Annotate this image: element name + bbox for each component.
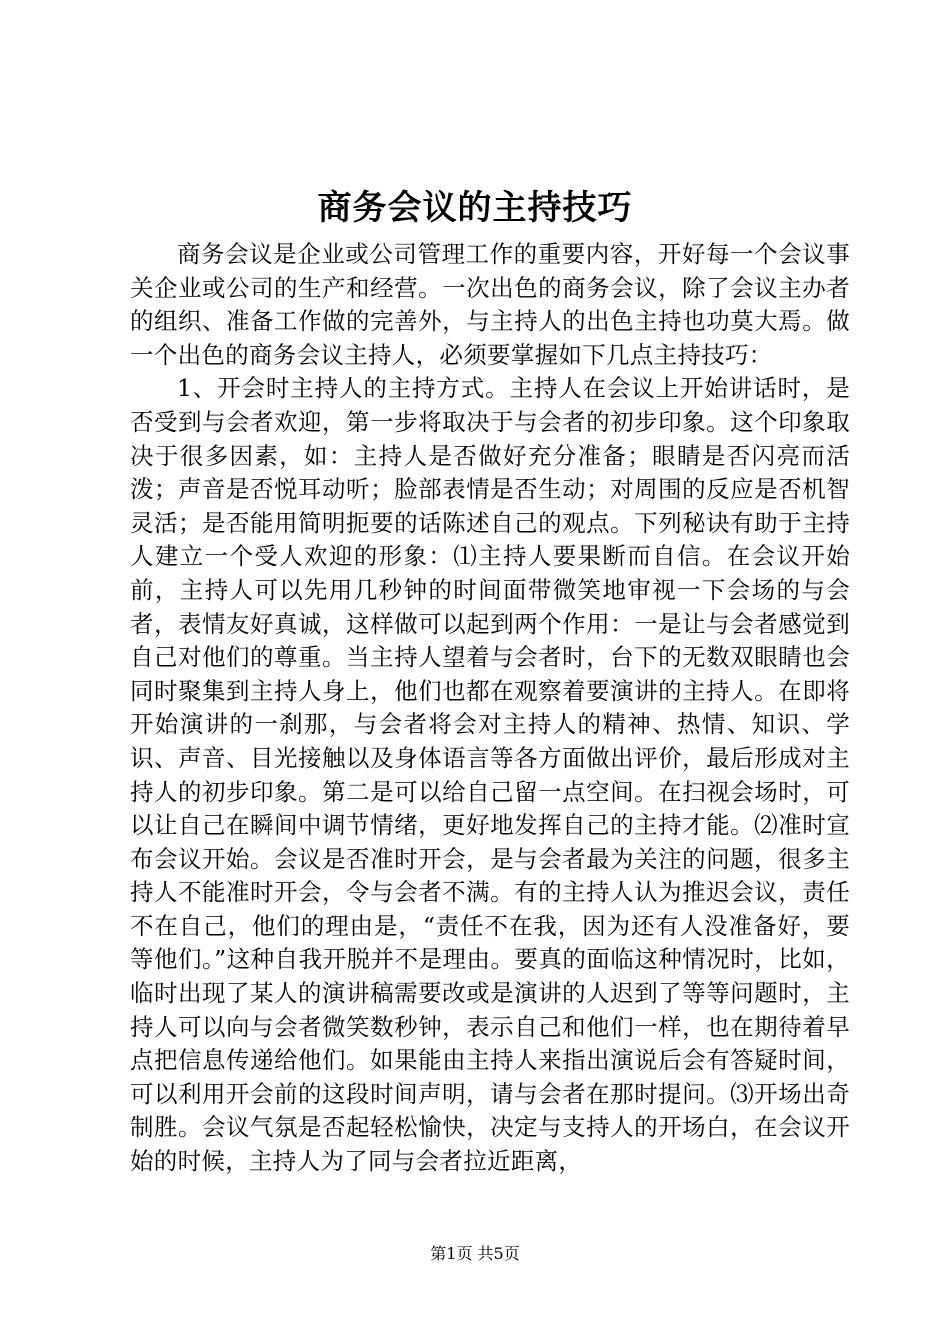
paragraph-section-1: 1、开会时主持人的主持方式。主持人在会议上开始讲话时，是否受到与会者欢迎，第一步将取决于与会者的初步印象。这个印象取决于很多因素，如：主持人是否做好充分准备；眼睛是否闪亮而活泼；声音是否悦耳动听；脸部表情是否生动；对周围的反应是否机智灵活；是否能用简明扼要的话陈述自己的观点。下列秘诀有助于主持人建立一个受人欢迎的形象：⑴主持人要果断而自信。在会议开始前，主持人可以先用几秒钟的时间面带微笑地审视一下会场的与会者，表情友好真诚，这样做可以起到两个作用：一是让与会者感觉到自己对他们的尊重。当主持人望着与会者时，台下的无数双眼睛也会同时聚集到主持人身上，他们也都在观察着要演讲的主持人。在即将开始演讲的一刹那，与会者将会对主持人的精神、热情、知识、学识、声音、目光接触以及身体语言等各方面做出评价，最后形成对主持人的初步印象。第二是可以给自己留一点空间。在扫视会场时，可以让自己在瞬间中调节情绪，更好地发挥自己的主持才能。⑵准时宣布会议开始。会议是否准时开会，是与会者最为关注的问题，很多主持人不能准时开会，令与会者不满。有的主持人认为推迟会议，责任不在自己，他们的理由是，“责任不在我，因为还有人没准备好，要等他们。”这种自我开脱并不是理由。要真的面临这种情况时，比如，临时出现了某人的演讲稿需要改或是演讲的人迟到了等等问题时，主持人可以向与会者微笑数秒钟，表示自己和他们一样，也在期待着早点把信息传递给他们。如果能由主持人来指出演说后会有答疑时间，可以利用开会前的这段时间声明，请与会者在那时提问。⑶开场出奇制胜。会议气氛是否起轻松愉快，决定与支持人的开场白，在会议开始的时候，主持人为了同与会者拉近距离，	[130, 374, 850, 1176]
paragraph-intro: 商务会议是企业或公司管理工作的重要内容，开好每一个会议事关企业或公司的生产和经营。一次出色的商务会议，除了会议主办者的组织、准备工作做的完善外，与主持人的出色主持也功莫大焉。做一个出色的商务会议主持人，必须要掌握如下几点主持技巧：	[130, 240, 850, 369]
document-body	[130, 238, 850, 1179]
page-footer: 第1页 共5页	[430, 1244, 520, 1263]
document-title: 商务会议的主持技巧	[317, 188, 633, 228]
